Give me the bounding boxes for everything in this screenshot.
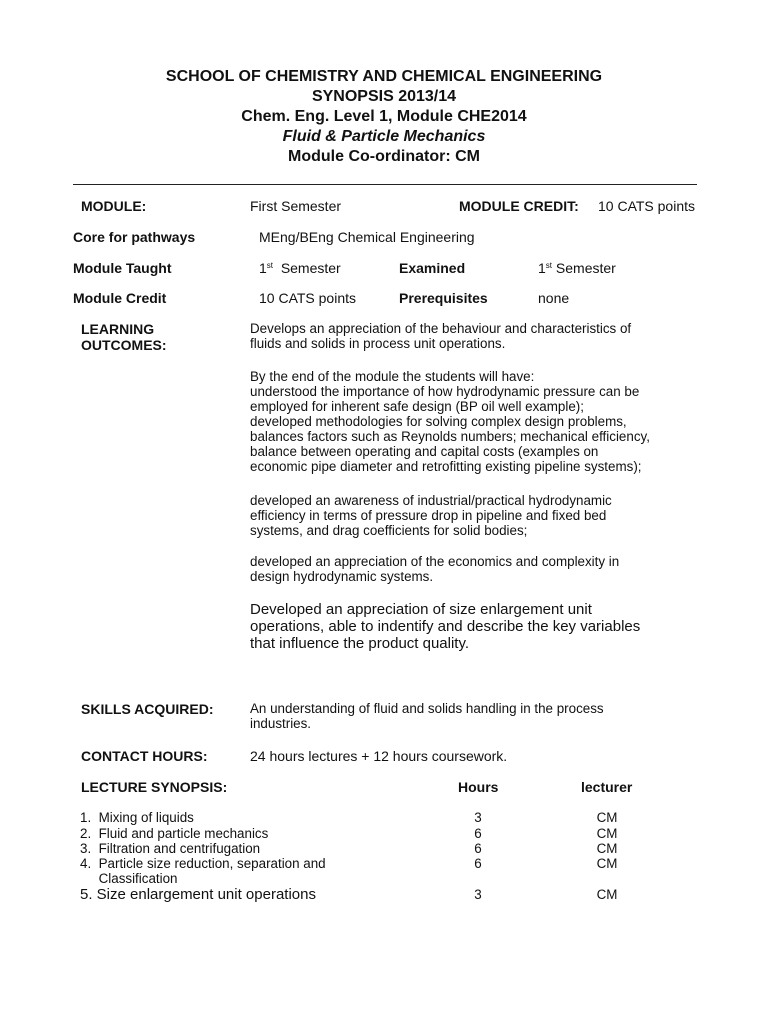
module-value: First Semester xyxy=(250,198,342,214)
lecture-lecturer: CM xyxy=(596,887,618,902)
lecture-hours: 3 xyxy=(474,810,482,825)
module-credit-value: 10 CATS points xyxy=(598,198,696,214)
module-name: Fluid & Particle Mechanics xyxy=(282,128,486,145)
lecture-label: LECTURE SYNOPSIS: xyxy=(81,779,228,795)
header-divider xyxy=(73,184,697,185)
credit-value: 10 CATS points xyxy=(259,290,357,306)
taught-value: 1st Semester xyxy=(259,260,341,276)
taught-label: Module Taught xyxy=(73,260,172,276)
learning-para-2: developed an awareness of industrial/practical hydrodynamic efficiency in terms of pressure drop in pipeline and fixed bed systems, and drag coefficients for solid bodies; xyxy=(250,493,612,538)
lecture-hours: 3 xyxy=(474,887,482,902)
module-credit-label: MODULE CREDIT: xyxy=(459,198,579,214)
module-line: Chem. Eng. Level 1, Module CHE2014 xyxy=(241,108,527,125)
module-label: MODULE: xyxy=(81,198,147,214)
lecture-hours: 6 xyxy=(474,826,482,841)
examined-value: 1st Semester xyxy=(538,260,616,276)
skills-label: SKILLS ACQUIRED: xyxy=(81,701,214,717)
contact-value: 24 hours lectures + 12 hours coursework. xyxy=(250,748,508,764)
lecture-item: 5. Size enlargement unit operations xyxy=(80,886,316,903)
learning-para-4: Developed an appreciation of size enlargement unit operations, able to indentify and describe the key variables that influence the product quality. xyxy=(250,601,641,652)
lecture-lecturer: CM xyxy=(596,826,618,841)
lecturer-header: lecturer xyxy=(581,779,633,795)
credit-label: Module Credit xyxy=(73,290,167,306)
lecture-lecturer: CM xyxy=(596,841,618,856)
prereq-label: Prerequisites xyxy=(399,290,488,306)
lecture-lecturer: CM xyxy=(596,810,618,825)
lecture-item: Classification xyxy=(80,871,178,886)
learning-para-1: By the end of the module the students will have: understood the importance of how hydrodynamic pressure can be employed for inherent safe design (BP oil well example); developed methodologies for solving complex design problems, balances factors such as Reynolds numbers; mechanical efficiency, balance between operating and capital costs (examples on economic pipe diameter and retrofitting existing pipeline systems); xyxy=(250,369,650,474)
module-coordinator: Module Co-ordinator: CM xyxy=(288,148,480,165)
contact-label: CONTACT HOURS: xyxy=(81,748,208,764)
lecture-hours: 6 xyxy=(474,856,482,871)
core-value: MEng/BEng Chemical Engineering xyxy=(259,229,475,245)
synopsis-title: SYNOPSIS 2013/14 xyxy=(311,88,457,105)
hours-header: Hours xyxy=(458,779,499,795)
learning-para-3: developed an appreciation of the economics and complexity in design hydrodynamic systems. xyxy=(250,554,620,584)
lecture-lecturer: CM xyxy=(596,856,618,871)
skills-value: An understanding of fluid and solids handling in the process industries. xyxy=(250,701,604,731)
lecture-item: 3. Filtration and centrifugation xyxy=(80,841,261,856)
lecture-item: 1. Mixing of liquids xyxy=(80,810,194,825)
lecture-item: 2. Fluid and particle mechanics xyxy=(80,826,269,841)
prereq-value: none xyxy=(538,290,570,306)
lecture-item: 4. Particle size reduction, separation and xyxy=(80,856,326,871)
school-title: SCHOOL OF CHEMISTRY AND CHEMICAL ENGINEERING xyxy=(165,68,603,85)
lecture-hours: 6 xyxy=(474,841,482,856)
core-label: Core for pathways xyxy=(73,229,196,245)
examined-label: Examined xyxy=(399,260,466,276)
learning-outcomes-label: LEARNING OUTCOMES: xyxy=(81,321,167,353)
learning-intro: Develops an appreciation of the behaviour and characteristics of fluids and solids in process unit operations. xyxy=(250,321,632,351)
